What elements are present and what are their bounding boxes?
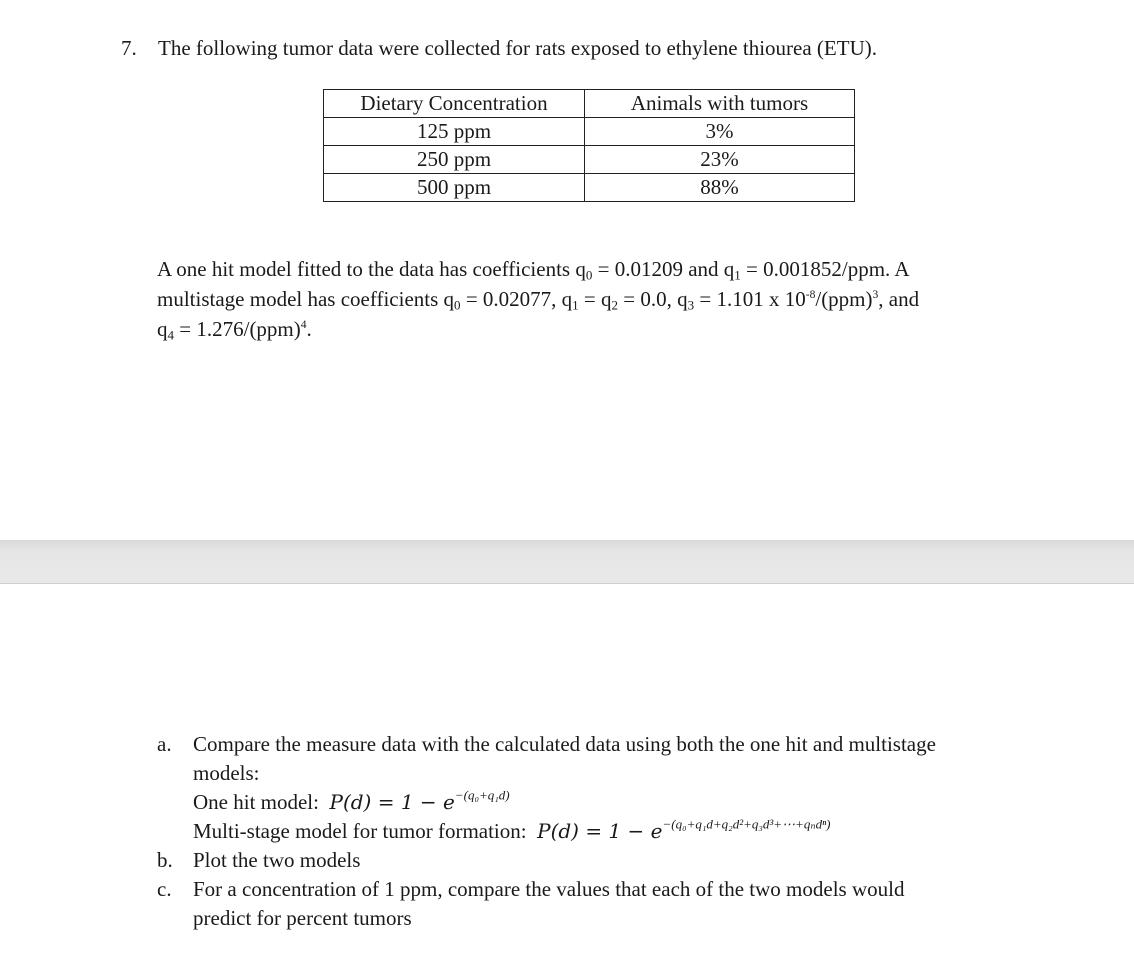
cell-concentration: 250 ppm — [324, 146, 585, 174]
header-animals-with-tumors: Animals with tumors — [585, 90, 855, 118]
cell-tumor-percent: 23% — [585, 146, 855, 174]
item-label: c. — [157, 877, 172, 901]
header-dietary-concentration: Dietary Concentration — [324, 90, 585, 118]
item-text-line: Plot the two models — [193, 848, 361, 872]
cell-concentration: 125 ppm — [324, 118, 585, 146]
table-row — [324, 174, 855, 202]
one-hit-model-line: One hit model: $P(d) = 1 - e^{-(q_0+q_1d)}$ — [193, 787, 510, 814]
paragraph-line-1: A one hit model fitted to the data has coefficients $q_0 = 0.01209$ and $q_1 = 0.001852/ppm$. A — [157, 257, 910, 283]
question-number: 7. — [121, 36, 137, 60]
table-row — [324, 118, 855, 146]
page-break-separator — [0, 540, 1134, 584]
cell-tumor-percent: 88% — [585, 174, 855, 202]
item-text-line: Compare the measure data with the calculated data using both the one hit and multistage — [193, 732, 936, 756]
cell-tumor-percent: 3% — [585, 118, 855, 146]
item-text-line: models: — [193, 761, 260, 785]
tumor-data-table — [323, 89, 855, 202]
multistage-model-line: Multi-stage model for tumor formation: $P(d) = 1 - e^{-(q_0+q_1d+q_2d^2+q_3d^3+\cdots+q_nd^n)}$ — [193, 816, 831, 843]
question-text: The following tumor data were collected for rats exposed to ethylene thiourea (ETU). — [158, 36, 877, 60]
list-item — [157, 875, 1077, 933]
list-item — [157, 846, 1077, 875]
one-hit-formula: P(d) = 1 − e — [329, 790, 455, 814]
multistage-formula: P(d) = 1 − e — [537, 819, 663, 843]
item-text-line: predict for percent tumors — [193, 906, 412, 930]
item-label: a. — [157, 732, 172, 756]
table-header-row — [324, 90, 855, 118]
paragraph-line-2: multistage model has coefficients $q_0 = 0.02077$, $q_1 = q_2 = 0.0$, $q_3 = 1.101$ x $10^{-8}/(ppm)^3$, and — [157, 287, 920, 313]
one-hit-exponent: −(q₀+q₁d) — [454, 787, 510, 803]
question-heading — [121, 36, 877, 61]
table-row — [324, 146, 855, 174]
cell-concentration: 500 ppm — [324, 174, 585, 202]
model-coefficients-paragraph — [157, 254, 1057, 344]
question-subparts-list — [157, 730, 1077, 933]
list-item — [157, 730, 1077, 846]
item-text-line: For a concentration of 1 ppm, compare the values that each of the two models would — [193, 877, 905, 901]
paragraph-line-3: $q_4 = 1.276/(ppm)^4$. — [157, 317, 312, 343]
multistage-exponent: −(q₀+q₁d+q₂d²+q₃d³+⋯+qₙdⁿ) — [662, 816, 831, 832]
item-label: b. — [157, 848, 173, 872]
